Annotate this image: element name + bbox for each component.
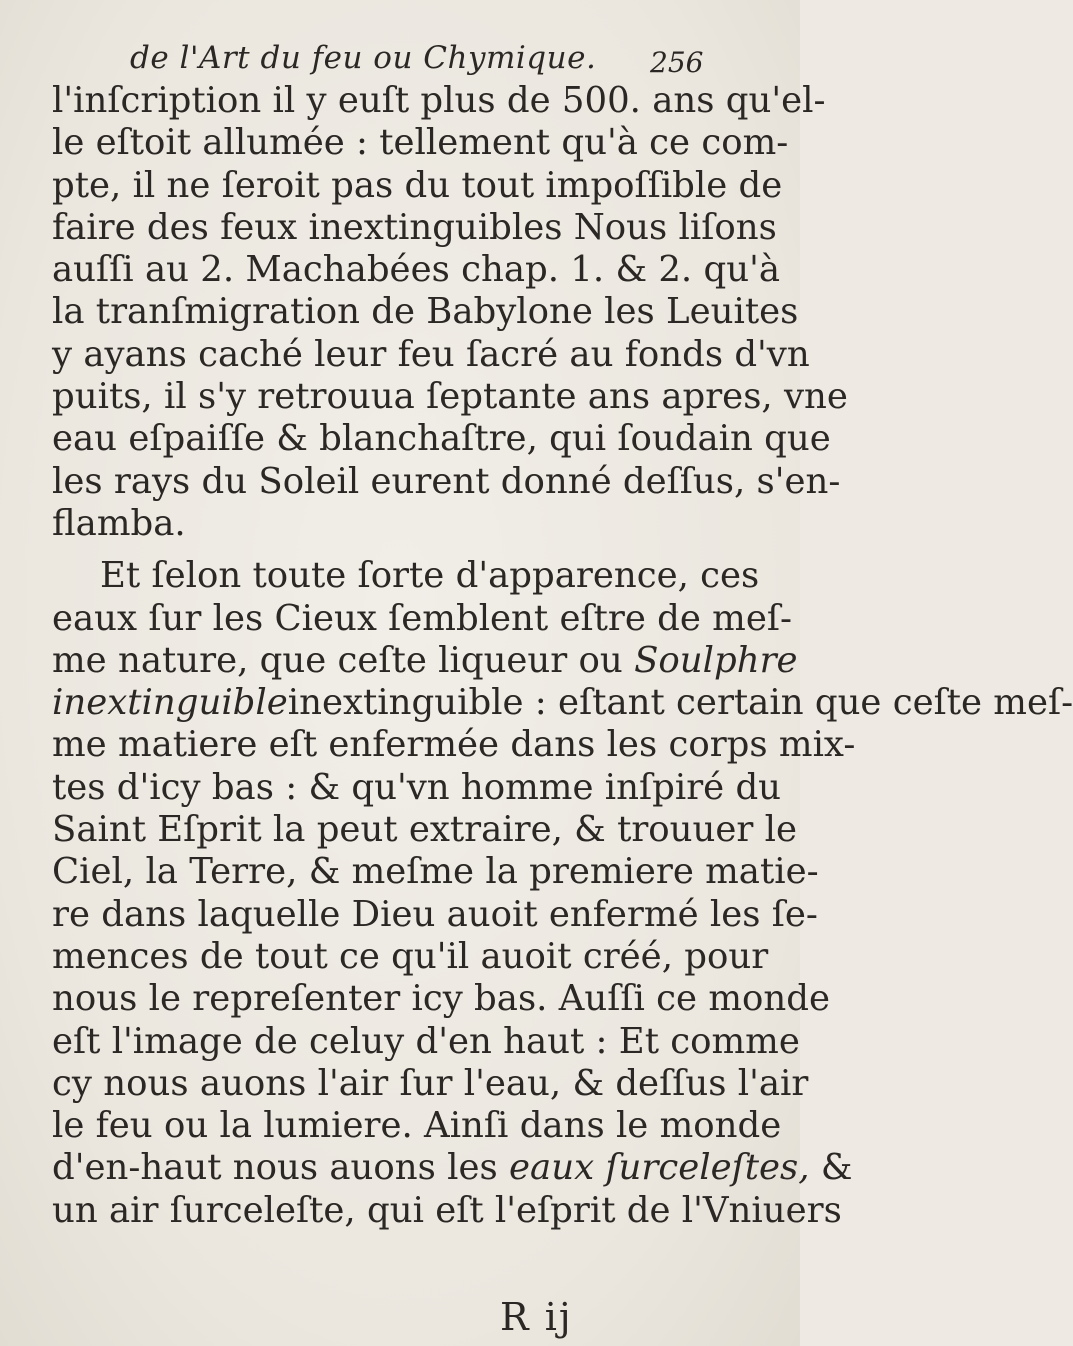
text-line: eau eſpaiſſe & blanchaſtre, qui ſoudain que [52, 418, 831, 460]
text-line: re dans laquelle Dieu auoit enfermé les ſe- [52, 893, 818, 935]
text-line: mences de tout ce qu'il auoit créé, pour [52, 935, 769, 977]
text-line: Saint Eſprit la peut extraire, & trouuer le [52, 809, 798, 851]
text-line: cy nous auons l'air ſur l'eau, & deſſus l'air [52, 1062, 809, 1104]
text-line: les rays du Soleil eurent donné deſſus, s'en- [52, 460, 841, 502]
text-line [52, 1147, 853, 1189]
italic-term-soulphre: Soulphre [634, 639, 798, 681]
running-title: de l'Art du feu ou Chymique. [130, 40, 597, 76]
body-text [52, 80, 1073, 1232]
italic-term-eaux: eaux ſurceleſtes, [509, 1147, 810, 1189]
text-line: le feu ou la lumiere. Ainſi dans le monde [52, 1105, 782, 1147]
text-line: pte, il ne ſeroit pas du tout impoſſible de [52, 164, 783, 206]
text-segment: inextinguible : eſtant certain que ceſte meſ- [287, 682, 1073, 724]
text-line [52, 682, 1073, 724]
italic-term-inextinguible: inextinguible [52, 682, 288, 724]
text-line: flamba. [52, 502, 186, 544]
text-line: faire des feux inextinguibles Nous liſons [52, 206, 777, 248]
text-line: me matiere eſt enfermée dans les corps mix- [52, 724, 856, 766]
text-line: eſt l'image de celuy d'en haut : Et comme [52, 1020, 800, 1062]
text-segment: d'en-haut nous auons les [52, 1147, 510, 1189]
text-line: eaux ſur les Cieux ſemblent eſtre de meſ- [52, 597, 792, 639]
text-line [52, 639, 798, 682]
page-number: 256 [650, 46, 704, 79]
text-line: l'inſcription il y euſt plus de 500. ans qu'el- [52, 80, 826, 121]
text-line: tes d'icy bas : & qu'vn homme inſpiré du [52, 766, 782, 808]
text-line: Ciel, la Terre, & meſme la premiere matie- [52, 851, 819, 893]
text-line: y ayans caché leur feu ſacré au fonds d'vn [52, 333, 810, 375]
text-line: un air ſurceleſte, qui eſt l'eſprit de l'Vniuers [52, 1189, 842, 1231]
text-segment: & [809, 1147, 853, 1189]
text-line: la tranſmigration de Babylone les Leuites [52, 291, 799, 333]
text-line: Et ſelon toute ſorte d'apparence, ces [100, 555, 760, 597]
text-line: puits, il s'y retrouua ſeptante ans apres, vne [52, 376, 848, 418]
signature-mark: R ij [500, 1295, 573, 1339]
text-segment: me nature, que ceſte liqueur ou [52, 639, 635, 681]
text-line: nous le repreſenter icy bas. Auſſi ce monde [52, 978, 830, 1020]
text-line: auſſi au 2. Machabées chap. 1. & 2. qu'à [52, 249, 780, 291]
text-line: le eſtoit allumée : tellement qu'à ce com- [52, 122, 789, 164]
